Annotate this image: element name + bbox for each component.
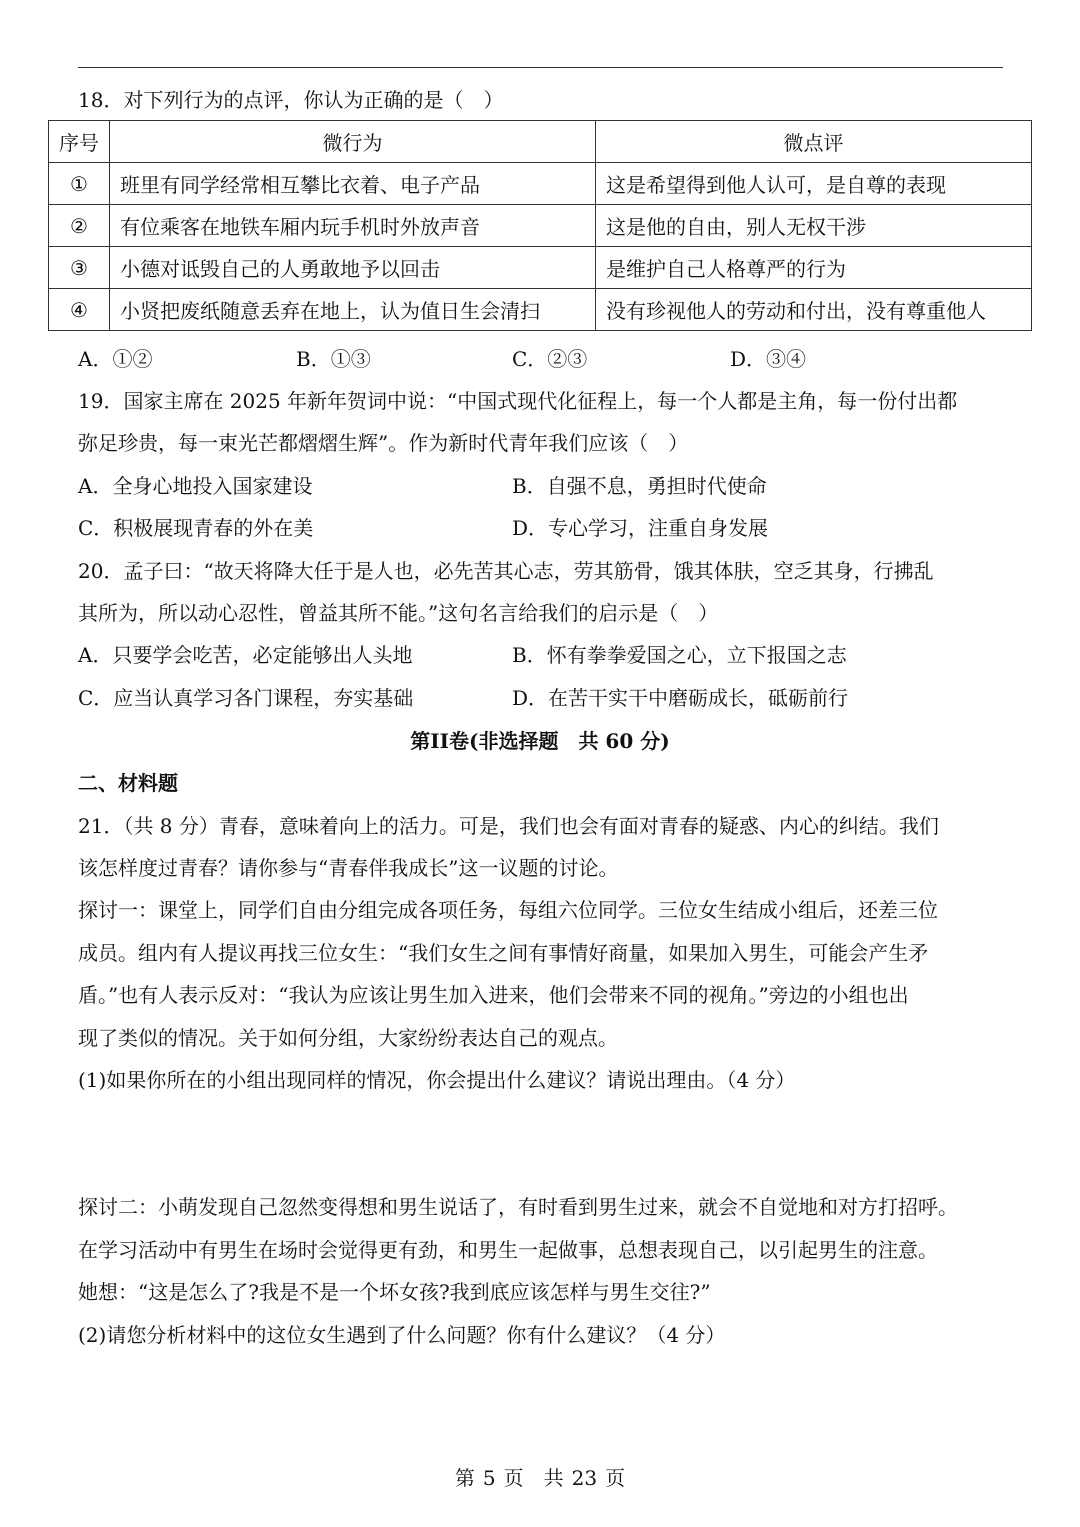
q21-discussion2-line1: 探讨二：小萌发现自己忽然变得想和男生说话了，有时看到男生过来，就会不自觉地和对方打招呼。 bbox=[78, 1195, 958, 1219]
row-comment: 这是希望得到他人认可，是自尊的表现 bbox=[596, 163, 1032, 205]
row-num: ① bbox=[49, 163, 110, 205]
q20-stem-line2: 其所为，所以动心忍性，曾益其所不能。”这句名言给我们的启示是（ ） bbox=[78, 601, 719, 625]
footer-prefix: 第 bbox=[454, 1466, 475, 1490]
row-behavior: 小德对诋毁自己的人勇敢地予以回击 bbox=[110, 247, 596, 289]
footer-suffix: 页 bbox=[605, 1466, 626, 1490]
q18-table bbox=[48, 120, 1032, 331]
row-behavior: 有位乘客在地铁车厢内玩手机时外放声音 bbox=[110, 205, 596, 247]
q20-option-c: C．应当认真学习各门课程，夯实基础 bbox=[78, 686, 414, 710]
col-header-comment: 微点评 bbox=[596, 121, 1032, 163]
q19-stem-line1: 19．国家主席在 2025 年新年贺词中说：“中国式现代化征程上，每一个人都是主角，每一份付出都 bbox=[78, 389, 958, 413]
q21-subquestion-2: (2)请您分析材料中的这位女生遇到了什么问题？你有什么建议？（4 分） bbox=[78, 1323, 726, 1347]
footer-page-number: 5 bbox=[482, 1466, 496, 1490]
table-row bbox=[49, 289, 1032, 331]
row-behavior: 小贤把废纸随意丢弃在地上，认为值日生会清扫 bbox=[110, 289, 596, 331]
col-header-num: 序号 bbox=[49, 121, 110, 163]
table-header-row bbox=[49, 121, 1032, 163]
page-footer bbox=[0, 1462, 1080, 1491]
q18-stem: 18．对下列行为的点评，你认为正确的是（ ） bbox=[78, 88, 504, 112]
row-comment: 是维护自己人格尊严的行为 bbox=[596, 247, 1032, 289]
row-num: ② bbox=[49, 205, 110, 247]
row-comment: 这是他的自由，别人无权干涉 bbox=[596, 205, 1032, 247]
q21-discussion2-line3: 她想：“这是怎么了?我是不是一个坏女孩?我到底应该怎样与男生交往?” bbox=[78, 1280, 711, 1304]
q21-discussion2-line2: 在学习活动中有男生在场时会觉得更有劲，和男生一起做事，总想表现自己，以引起男生的注意。 bbox=[78, 1238, 938, 1262]
q20-option-a: A．只要学会吃苦，必定能够出人头地 bbox=[78, 643, 413, 667]
q20-stem-line1: 20．孟子曰：“故天将降大任于是人也，必先苦其心志，劳其筋骨，饿其体肤，空乏其身，行拂乱 bbox=[78, 559, 934, 583]
row-behavior: 班里有同学经常相互攀比衣着、电子产品 bbox=[110, 163, 596, 205]
q20-option-b: B．怀有拳拳爱国之心，立下报国之志 bbox=[512, 643, 847, 667]
part2-title: 第II卷(非选择题 共 60 分) bbox=[410, 729, 670, 753]
q19-option-b: B．自强不息，勇担时代使命 bbox=[512, 474, 767, 498]
q19-option-a: A．全身心地投入国家建设 bbox=[78, 474, 313, 498]
row-num: ③ bbox=[49, 247, 110, 289]
q18-option-b: B．①③ bbox=[296, 347, 371, 371]
footer-total-pages: 23 bbox=[571, 1466, 598, 1490]
section-title: 二、材料题 bbox=[78, 771, 178, 795]
q18-option-a: A．①② bbox=[78, 347, 153, 371]
q19-option-d: D．专心学习，注重自身发展 bbox=[512, 516, 769, 540]
table-row bbox=[49, 163, 1032, 205]
table-row bbox=[49, 205, 1032, 247]
q21-subquestion-1: (1)如果你所在的小组出现同样的情况，你会提出什么建议？请说出理由。（4 分） bbox=[78, 1068, 796, 1092]
header-rule bbox=[78, 67, 1003, 68]
row-comment: 没有珍视他人的劳动和付出，没有尊重他人 bbox=[596, 289, 1032, 331]
q21-discussion1-line3: 盾。”也有人表示反对：“我认为应该让男生加入进来，他们会带来不同的视角。”旁边的小组也出 bbox=[78, 983, 909, 1007]
q21-discussion1-line1: 探讨一：课堂上，同学们自由分组完成各项任务，每组六位同学。三位女生结成小组后，还差三位 bbox=[78, 898, 938, 922]
q21-intro-line1: 21．（共 8 分）青春，意味着向上的活力。可是，我们也会有面对青春的疑惑、内心的纠结。我们 bbox=[78, 814, 939, 838]
footer-mid: 页 共 bbox=[503, 1466, 564, 1490]
table-row bbox=[49, 247, 1032, 289]
q18-option-d: D．③④ bbox=[730, 347, 807, 371]
q21-discussion1-line2: 成员。组内有人提议再找三位女生：“我们女生之间有事情好商量，如果加入男生，可能会产生矛 bbox=[78, 941, 929, 965]
row-num: ④ bbox=[49, 289, 110, 331]
q19-option-c: C．积极展现青春的外在美 bbox=[78, 516, 314, 540]
q21-discussion1-line4: 现了类似的情况。关于如何分组，大家纷纷表达自己的观点。 bbox=[78, 1026, 618, 1050]
q18-option-c: C．②③ bbox=[512, 347, 588, 371]
q19-stem-line2: 弥足珍贵，每一束光芒都熠熠生辉”。作为新时代青年我们应该（ ） bbox=[78, 431, 689, 455]
q20-option-d: D．在苦干实干中磨砺成长，砥砺前行 bbox=[512, 686, 849, 710]
q21-intro-line2: 该怎样度过青春？请你参与“青春伴我成长”这一议题的讨论。 bbox=[78, 856, 619, 880]
col-header-behavior: 微行为 bbox=[110, 121, 596, 163]
